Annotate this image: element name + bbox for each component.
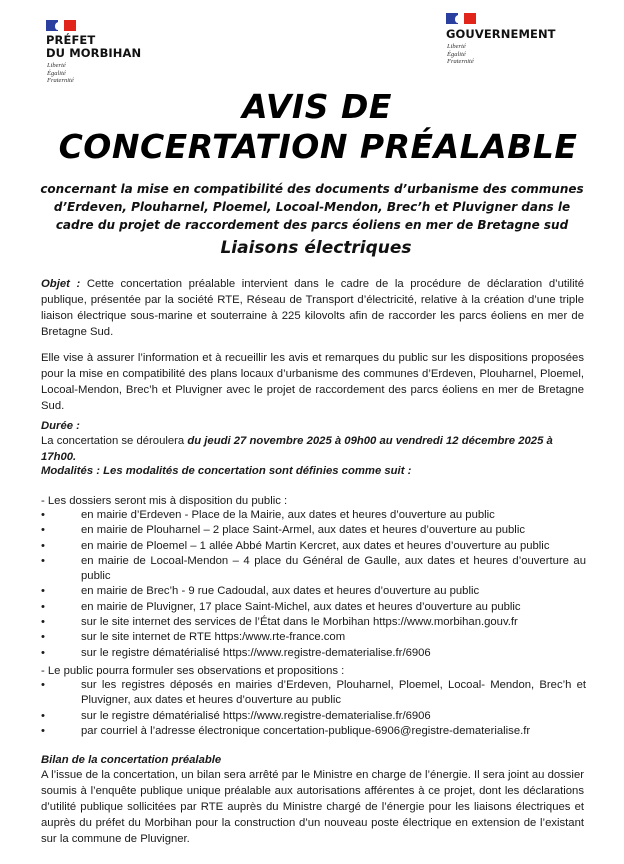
- bullet-icon: •: [41, 509, 45, 521]
- gouvernement-motto: Liberté Égalité Fraternité: [447, 43, 474, 65]
- marianne-flag-icon: [446, 13, 476, 24]
- marianne-flag-icon: [46, 20, 76, 31]
- project-name: Liaisons électriques: [220, 238, 412, 258]
- objet-paragraph: [41, 276, 584, 340]
- list-item: • sur les registres déposés en mairies d’Erdeven, Plouharnel, Ploemel, Locoal- Mendon, Brec’h et Pluvigner, aux dates et heures d’ouverture au public: [41, 679, 586, 707]
- bullet-icon: •: [41, 631, 45, 644]
- bullet-icon: •: [41, 585, 45, 598]
- duree-label: Durée :: [41, 420, 80, 432]
- list-item: • en mairie de Brec’h - 9 rue Cadoudal, aux dates et heures d’ouverture au public: [41, 584, 586, 599]
- objet-label: Objet :: [41, 278, 81, 290]
- list-item: • en mairie d’Erdeven - Place de la Mairie, aux dates et heures d’ouverture au public: [41, 508, 586, 523]
- prefet-title-line1: PRÉFET: [46, 33, 96, 47]
- list-item: • sur le registre dématérialisé https://www.registre-dematerialise.fr/6906: [41, 646, 586, 661]
- bullet-icon: •: [41, 616, 45, 629]
- gouvernement-title: GOUVERNEMENT: [446, 27, 556, 41]
- observations-list: [41, 678, 586, 739]
- bullet-icon: •: [41, 724, 45, 737]
- dossiers-intro: - Les dossiers seront mis à disposition du public :: [41, 495, 288, 507]
- dossiers-list: [41, 508, 586, 661]
- bilan-heading: Bilan de la concertation préalable: [41, 754, 222, 766]
- list-item: • sur le site internet des services de l’État dans le Morbihan https://www.morbihan.gouv.fr: [41, 615, 586, 630]
- bullet-icon: •: [41, 709, 45, 722]
- bullet-icon: •: [41, 679, 45, 691]
- observations-intro: - Le public pourra formuler ses observations et propositions :: [41, 665, 345, 677]
- bilan-paragraph: A l’issue de la concertation, un bilan sera arrêté par le Ministre en charge de l’énergie. Il sera joint au dossier soumis à l’enquête publique unique préalable aux autorisations afférentes à ce projet, dont les déclarations d’utilité publique sollicitées par RTE auprès du Ministre chargé de l’énergie pour les liaisons électriques et auprès du préfet du Morbihan pour la construction d’un nouveau poste électrique en extension de l’existant sur la commune de Pluvigner.: [41, 769, 584, 845]
- modalites-heading: Modalités : Les modalités de concertation sont définies comme suit :: [41, 465, 412, 477]
- list-item: • sur le site internet de RTE https:/www.rte-france.com: [41, 630, 586, 645]
- objet-text: Cette concertation préalable intervient dans le cadre de la procédure de déclaration d’utilité publique, présentée par la société RTE, Réseau de Transport d’électricité, relative à la création d’une triple liaison électrique sous-marine et souterraine à 225 kilovolts afin de raccorder les parcs éoliens en mer de Bretagne Sud.: [41, 278, 584, 338]
- prefet-title-line2: DU MORBIHAN: [46, 46, 142, 60]
- list-item: • sur le registre dématérialisé https://www.registre-dematerialise.fr/6906: [41, 709, 586, 724]
- duree-intro: La concertation se déroulera: [41, 435, 188, 447]
- list-item: • en mairie de Plouharnel – 2 place Saint-Armel, aux dates et heures d’ouverture au public: [41, 523, 586, 538]
- duree-text: [41, 433, 586, 465]
- list-item: • en mairie de Pluvigner, 17 place Saint-Michel, aux dates et heures d’ouverture au public: [41, 600, 586, 615]
- bullet-icon: •: [41, 600, 45, 613]
- list-item: • en mairie de Locoal-Mendon – 4 place du Général de Gaulle, aux dates et heures d’ouverture au public: [41, 554, 586, 583]
- duree-dates: du jeudi 27 novembre 2025 à 09h00 au vendredi 12 décembre 2025 à 17h00.: [41, 435, 553, 463]
- purpose-paragraph: Elle vise à assurer l’information et à recueillir les avis et remarques du public sur les dispositions proposées pour la mise en compatibilité des plans locaux d’urbanisme des communes d’Erdeven, Plouharnel, Ploemel, Locoal-Mendon, Brec’h et Pluvigner avec le projet de raccordement des parcs éoliens en mer de Bretagne Sud.: [41, 352, 584, 412]
- prefet-motto: Liberté Égalité Fraternité: [47, 62, 74, 84]
- notice-title-line2: CONCERTATION PRÉALABLE: [58, 127, 578, 166]
- bullet-icon: •: [41, 554, 45, 567]
- bullet-icon: •: [41, 646, 45, 659]
- list-item: • en mairie de Ploemel – 1 allée Abbé Martin Kercret, aux dates et heures d’ouverture au public: [41, 539, 586, 554]
- notice-title-line1: AVIS DE: [242, 87, 392, 126]
- list-item: • par courriel à l’adresse électronique concertation-publique-6906@registre-dematerialise.fr: [41, 724, 586, 739]
- notice-subtitle: concernant la mise en compatibilité des documents d’urbanisme des communes d’Erdeven, Plouharnel, Ploemel, Locoal-Mendon, Brec’h et Pluvigner dans le cadre du projet de raccordement des parcs éoliens en mer de Bretagne sud: [40, 182, 584, 232]
- bullet-icon: •: [41, 539, 45, 552]
- bullet-icon: •: [41, 524, 45, 537]
